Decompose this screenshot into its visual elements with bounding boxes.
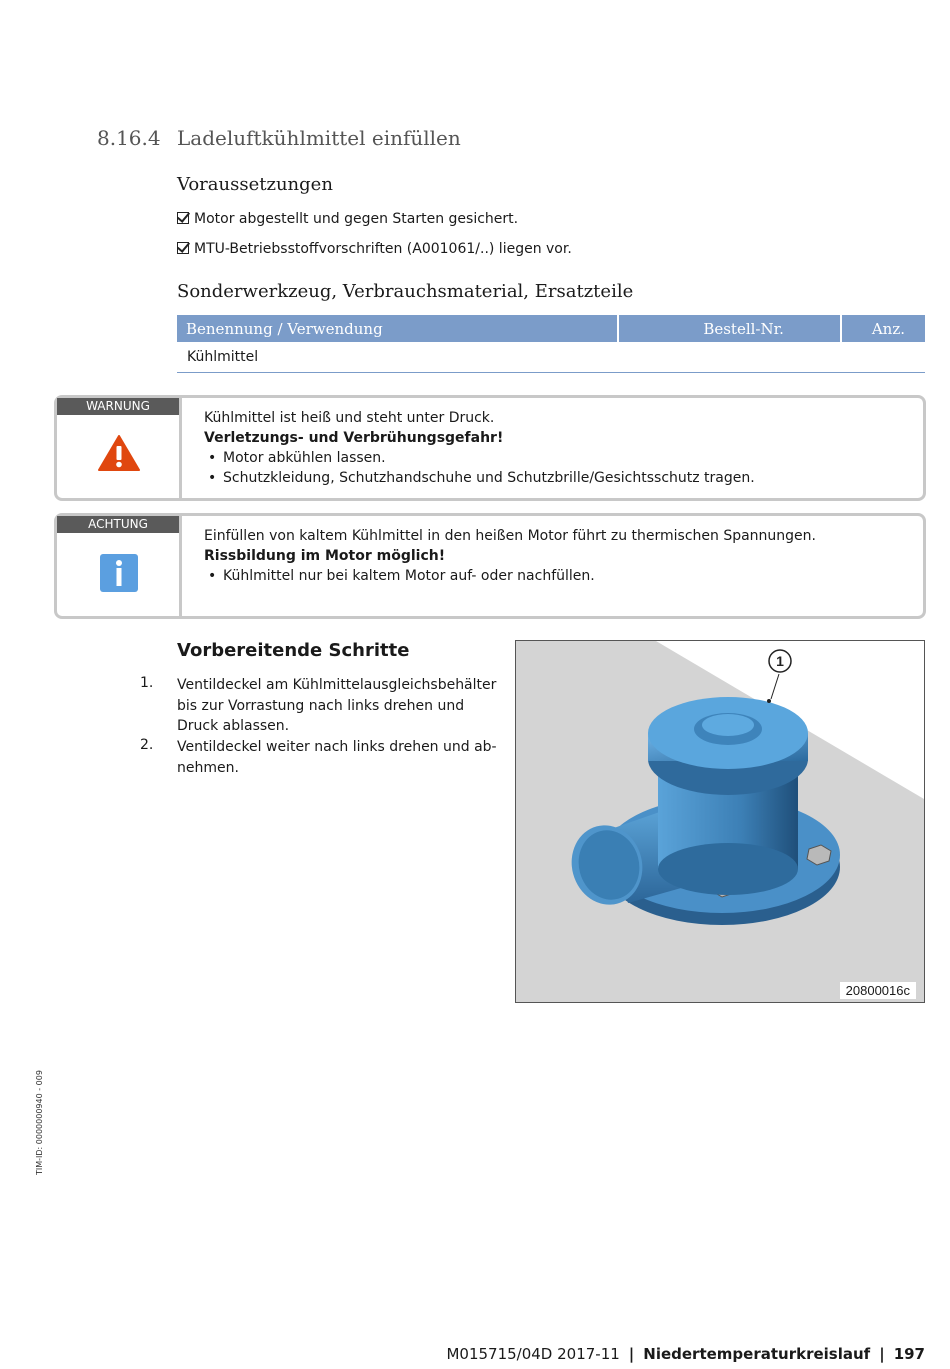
warning-danger: Verletzungs- und Verbrühungsgefahr! — [204, 430, 504, 446]
section-number: 8.16.4 — [97, 126, 161, 150]
prerequisite-item — [177, 209, 518, 229]
table-cell — [841, 342, 925, 373]
figure-coolant-tank-cap — [515, 640, 925, 1003]
tim-id: TIM-ID: 0000000940 - 009 — [35, 1070, 44, 1175]
caution-side-panel — [57, 516, 182, 616]
warning-line: Kühlmittel ist heiß und steht unter Druck. — [204, 410, 495, 426]
warning-box — [54, 395, 926, 501]
parts-table — [177, 315, 925, 373]
caution-bullets — [204, 566, 816, 586]
footer-doc-number: M015715/04D 2017-11 — [446, 1345, 620, 1363]
table-cell — [618, 342, 841, 373]
warning-content — [204, 408, 755, 488]
warning-bullets — [204, 448, 755, 488]
prerequisites-heading: Voraussetzungen — [177, 174, 333, 195]
warning-side-panel — [57, 398, 182, 498]
info-icon — [100, 554, 138, 592]
page-number: 197 — [893, 1345, 925, 1363]
caution-line: Einfüllen von kaltem Kühlmittel in den heißen Motor führt zu thermischen Spannungen. — [204, 528, 816, 544]
caution-box — [54, 513, 926, 619]
table-cell: Kühlmittel — [177, 342, 618, 373]
column-header-quantity: Anz. — [841, 315, 925, 342]
prerequisite-text: MTU-Betriebsstoffvorschriften (A001061/..) liegen vor. — [194, 241, 572, 257]
callout-number: 1 — [776, 653, 784, 669]
warning-triangle-icon — [97, 434, 141, 472]
steps-heading: Vorbereitende Schritte — [177, 640, 410, 661]
checkbox-checked-icon — [177, 212, 189, 224]
checkbox-checked-icon — [177, 242, 189, 254]
list-item: • Motor abkühlen lassen. — [204, 448, 755, 468]
tools-heading: Sonderwerkzeug, Verbrauchsmaterial, Ersatzteile — [177, 281, 634, 302]
footer — [446, 1345, 925, 1363]
step-number: 2. — [140, 737, 154, 753]
prerequisite-item — [177, 239, 572, 259]
coolant-tank-illustration — [516, 641, 924, 1002]
figure-label: 20800016c — [840, 982, 916, 999]
column-header-designation: Benennung / Verwendung — [177, 315, 618, 342]
footer-chapter: Niedertemperaturkreislauf — [643, 1345, 871, 1363]
section-title: Ladeluftkühlmittel einfüllen — [177, 126, 461, 150]
footer-separator: | — [879, 1345, 885, 1363]
footer-separator: | — [628, 1345, 635, 1363]
step-number: 1. — [140, 675, 154, 691]
list-item: • Schutzkleidung, Schutzhandschuhe und Schutzbrille/Gesichtsschutz tragen. — [204, 468, 755, 488]
step-text: Ventildeckel weiter nach links drehen und ab-nehmen. — [177, 739, 497, 776]
warning-tag: WARNUNG — [57, 398, 179, 415]
table-row — [177, 342, 925, 373]
caution-content — [204, 526, 816, 586]
step-text: Ventildeckel am Kühlmittelausgleichsbehälter bis zur Vorrastung nach links drehen und Druck ablassen. — [177, 677, 497, 734]
caution-consequence: Rissbildung im Motor möglich! — [204, 548, 446, 564]
column-header-order-number: Bestell-Nr. — [618, 315, 841, 342]
list-item: • Kühlmittel nur bei kaltem Motor auf- oder nachfüllen. — [204, 566, 816, 586]
caution-tag: ACHTUNG — [57, 516, 179, 533]
prerequisite-text: Motor abgestellt und gegen Starten gesichert. — [194, 211, 519, 227]
